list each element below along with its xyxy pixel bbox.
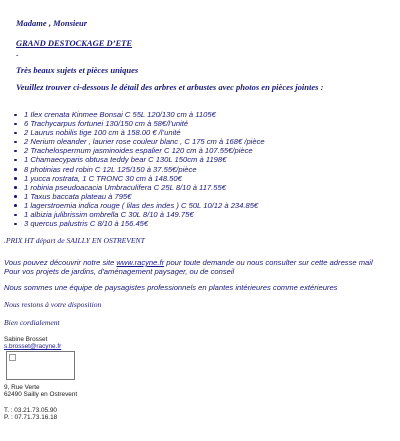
broken-image-placeholder xyxy=(6,351,75,380)
signature-name: Sabine Brosset xyxy=(4,336,48,343)
address-line-2: 62490 Sailly en Ostrevent xyxy=(4,391,78,398)
phone-number: T. : 03.21.73.05.90 xyxy=(4,407,57,414)
plant-list xyxy=(8,110,265,228)
availability-text: Nous restons à votre disposition xyxy=(4,300,102,309)
price-note: .PRIX HT départ de SAILLY EN OSTREVENT xyxy=(4,236,145,245)
list-item: 2 Trachelospermum jasminoides espalier C 120 cm à 107.55€/pièce xyxy=(24,146,265,155)
visit-text-before: Vous pouvez découvrir notre site xyxy=(4,258,117,267)
visit-line-2: Pour vos projets de jardins, d'aménagement paysager, ou de conseil xyxy=(4,266,235,276)
list-item: 1 Taxus baccata plateau à 795€ xyxy=(24,192,265,201)
subtitle: Très beaux sujets et pièces uniques xyxy=(16,65,139,75)
signature-email-link[interactable]: s.brosset@racyne.fr xyxy=(4,343,62,350)
visit-text-after: pour toute demande ou nous consulter sur cette adresse mail xyxy=(164,258,373,267)
list-item: 2 Nerium oleander , laurier rose couleur blanc , C 175 cm à 168€ /pièce xyxy=(24,137,265,147)
list-item: 6 Trachycarpus fortunei 130/150 cm à 58€/l’unité xyxy=(24,119,265,128)
list-item: 1 Chamaecyparis obtusa teddy bear C 130L 150cm à 1198€ xyxy=(24,155,265,164)
website-link[interactable]: www.racyne.fr xyxy=(116,258,165,267)
list-item: 1 lagerstroemia indica rouge ( lilas des indes ) C 50L 10/12 à 234.85€ xyxy=(24,201,265,210)
greeting: Madame , Monsieur xyxy=(16,18,88,28)
headline: GRAND DESTOCKAGE D’ETE xyxy=(16,38,133,48)
list-item: 1 robinia pseudoacacia Umbraculifera C 25L 8/10 à 117.55€ xyxy=(24,183,265,192)
intro-text: Veuillez trouver ci-dessous le détail des arbres et arbustes avec photos en pièces jointes : xyxy=(16,82,324,92)
list-item: 1 albizia julibrissim ombrella C 30L 8/10 à 149.75€ xyxy=(24,210,265,219)
list-item: 1 yucca rostrata, 1 C TRONC 30 cm à 148.50€ xyxy=(24,174,265,183)
list-item: 3 quercus palustris C 8/10 à 156.45€ xyxy=(24,219,265,228)
list-item: 2 Laurus nobilis tige 100 cm à 158.00 € /l’unité xyxy=(24,128,265,137)
list-item: 8 photinias red robin C 12L 125/150 à 37.55€/pièce xyxy=(24,165,265,174)
address-line-1: 9, Rue Verte xyxy=(4,384,40,391)
broken-image-icon xyxy=(9,354,16,361)
mobile-number: P. : 07.71.73.16.18 xyxy=(4,414,58,421)
team-description: Nous sommes une équipe de paysagistes professionnels en plantes intérieures comme extérieures xyxy=(4,283,338,292)
list-item: 1 Ilex crenata Kinmee Bonsai C 55L 120/130 cm à 1105€ xyxy=(24,110,265,119)
separator-dash: - xyxy=(16,50,19,59)
visit-block xyxy=(4,259,373,276)
closing-regards: Bien cordialement xyxy=(4,318,60,327)
